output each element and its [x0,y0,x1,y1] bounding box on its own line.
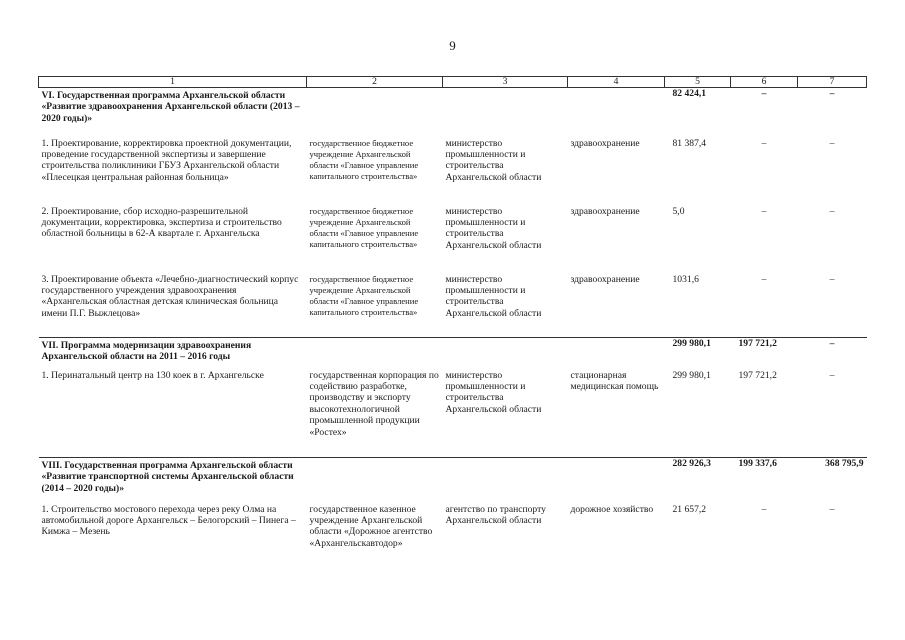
value-col7: – [829,369,835,381]
value-col5: 81 387,4 [672,137,707,149]
value-col6: – [761,137,767,149]
customer: государственное бюджетное учреждение Архангельской области «Главное управление капитального строительства» [309,273,419,317]
investment-table [38,76,867,566]
industry: здравоохранение [570,205,640,217]
value-col6: – [761,273,767,285]
section-total-col7: – [798,338,867,370]
section-row [39,458,867,504]
section-total-col6: 199 337,6 [731,458,798,504]
responsible-authority: министерство промышленности и строительства Архангельской области [445,205,542,251]
section-total-col7: – [829,88,835,99]
table-row [39,138,867,206]
section-row [39,338,867,370]
value-col6: 197 721,2 [738,369,777,381]
value-col7: – [829,503,835,515]
value-col7: – [829,205,835,217]
value-col5: 5,0 [672,205,685,217]
value-col7: – [829,137,835,149]
value-col5: 21 657,2 [672,503,707,515]
object-name: 1. Проектирование, корректировка проектной документации, проведение государственной экспертизы и завершение строительства поликлиники ГБУЗ Архангельской области «Плесецкая центральная районная больница» [41,137,292,183]
object-name: 1. Строительство мостового перехода через реку Олма на автомобильной дороге Архангельск – Белогорский – Пинега – Кимжа – Мезень [41,503,296,538]
column-header-5: 5 [665,77,731,88]
page-number: 9 [449,38,456,53]
section-title: VIII. Государственная программа Архангельской области «Развитие транспортной системы Архангельской области (2014 – 2020 годы)» [39,458,307,504]
value-col7: – [829,273,835,285]
table-row [39,504,867,566]
section-total-col5: 299 980,1 [665,338,731,370]
responsible-authority: министерство промышленности и строительства Архангельской области [445,369,542,415]
object-name: 2. Проектирование, сбор исходно-разрешительной документации, корректировка, экспертиза и строительство областной больницы в 62-А квартале г. Архангельска [41,205,282,240]
table-row [39,206,867,274]
section-title: VII. Программа модернизации здравоохранения Архангельской области на 2011 – 2016 годы [39,338,307,370]
column-header-6: 6 [731,77,798,88]
industry: дорожное хозяйство [570,503,654,515]
column-header-4: 4 [568,77,665,88]
section-total-col6: – [761,88,767,99]
section-total-col5: 82 424,1 [672,88,707,99]
responsible-authority: министерство промышленности и строительства Архангельской области [445,137,542,183]
column-number-row [39,77,867,88]
section-title: VI. Государственная программа Архангельской области «Развитие здравоохранения Архангельской области (2013 – 2020 годы)» [41,90,300,124]
section-total-col7: 368 795,9 [798,458,867,504]
table-row [39,274,867,338]
customer: государственное бюджетное учреждение Архангельской области «Главное управление капитального строительства» [309,205,419,249]
column-header-7: 7 [798,77,867,88]
object-name: 3. Проектирование объекта «Лечебно-диагностический корпус государственного учреждения здравоохранения «Архангельская областная детская клиническая больница имени П.Г. Выжлецова» [41,273,299,319]
responsible-authority: агентство по транспорту Архангельской области [445,503,546,526]
section-row [39,88,867,138]
industry: стационарная медицинская помощь [570,369,659,392]
column-header-2: 2 [307,77,443,88]
value-col5: 299 980,1 [672,369,711,381]
section-total-col6: 197 721,2 [731,338,798,370]
table-row [39,370,867,458]
section-total-col5: 282 926,3 [665,458,731,504]
responsible-authority: министерство промышленности и строительства Архангельской области [445,273,542,319]
value-col6: – [761,503,767,515]
value-col6: – [761,205,767,217]
column-header-1: 1 [39,77,307,88]
customer: государственная корпорация по содействию разработке, производству и экспорту высокотехнологичной промышленной продукции «Ростех» [309,369,439,438]
object-name: 1. Перинатальный центр на 130 коек в г. Архангельске [41,369,264,381]
customer: государственное бюджетное учреждение Архангельской области «Главное управление капитального строительства» [309,137,419,181]
industry: здравоохранение [570,137,640,149]
value-col5: 1031,6 [672,273,699,285]
customer: государственное казенное учреждение Архангельской области «Дорожное агентство «Архангельскавтодор» [309,503,433,549]
industry: здравоохранение [570,273,640,285]
column-header-3: 3 [443,77,568,88]
